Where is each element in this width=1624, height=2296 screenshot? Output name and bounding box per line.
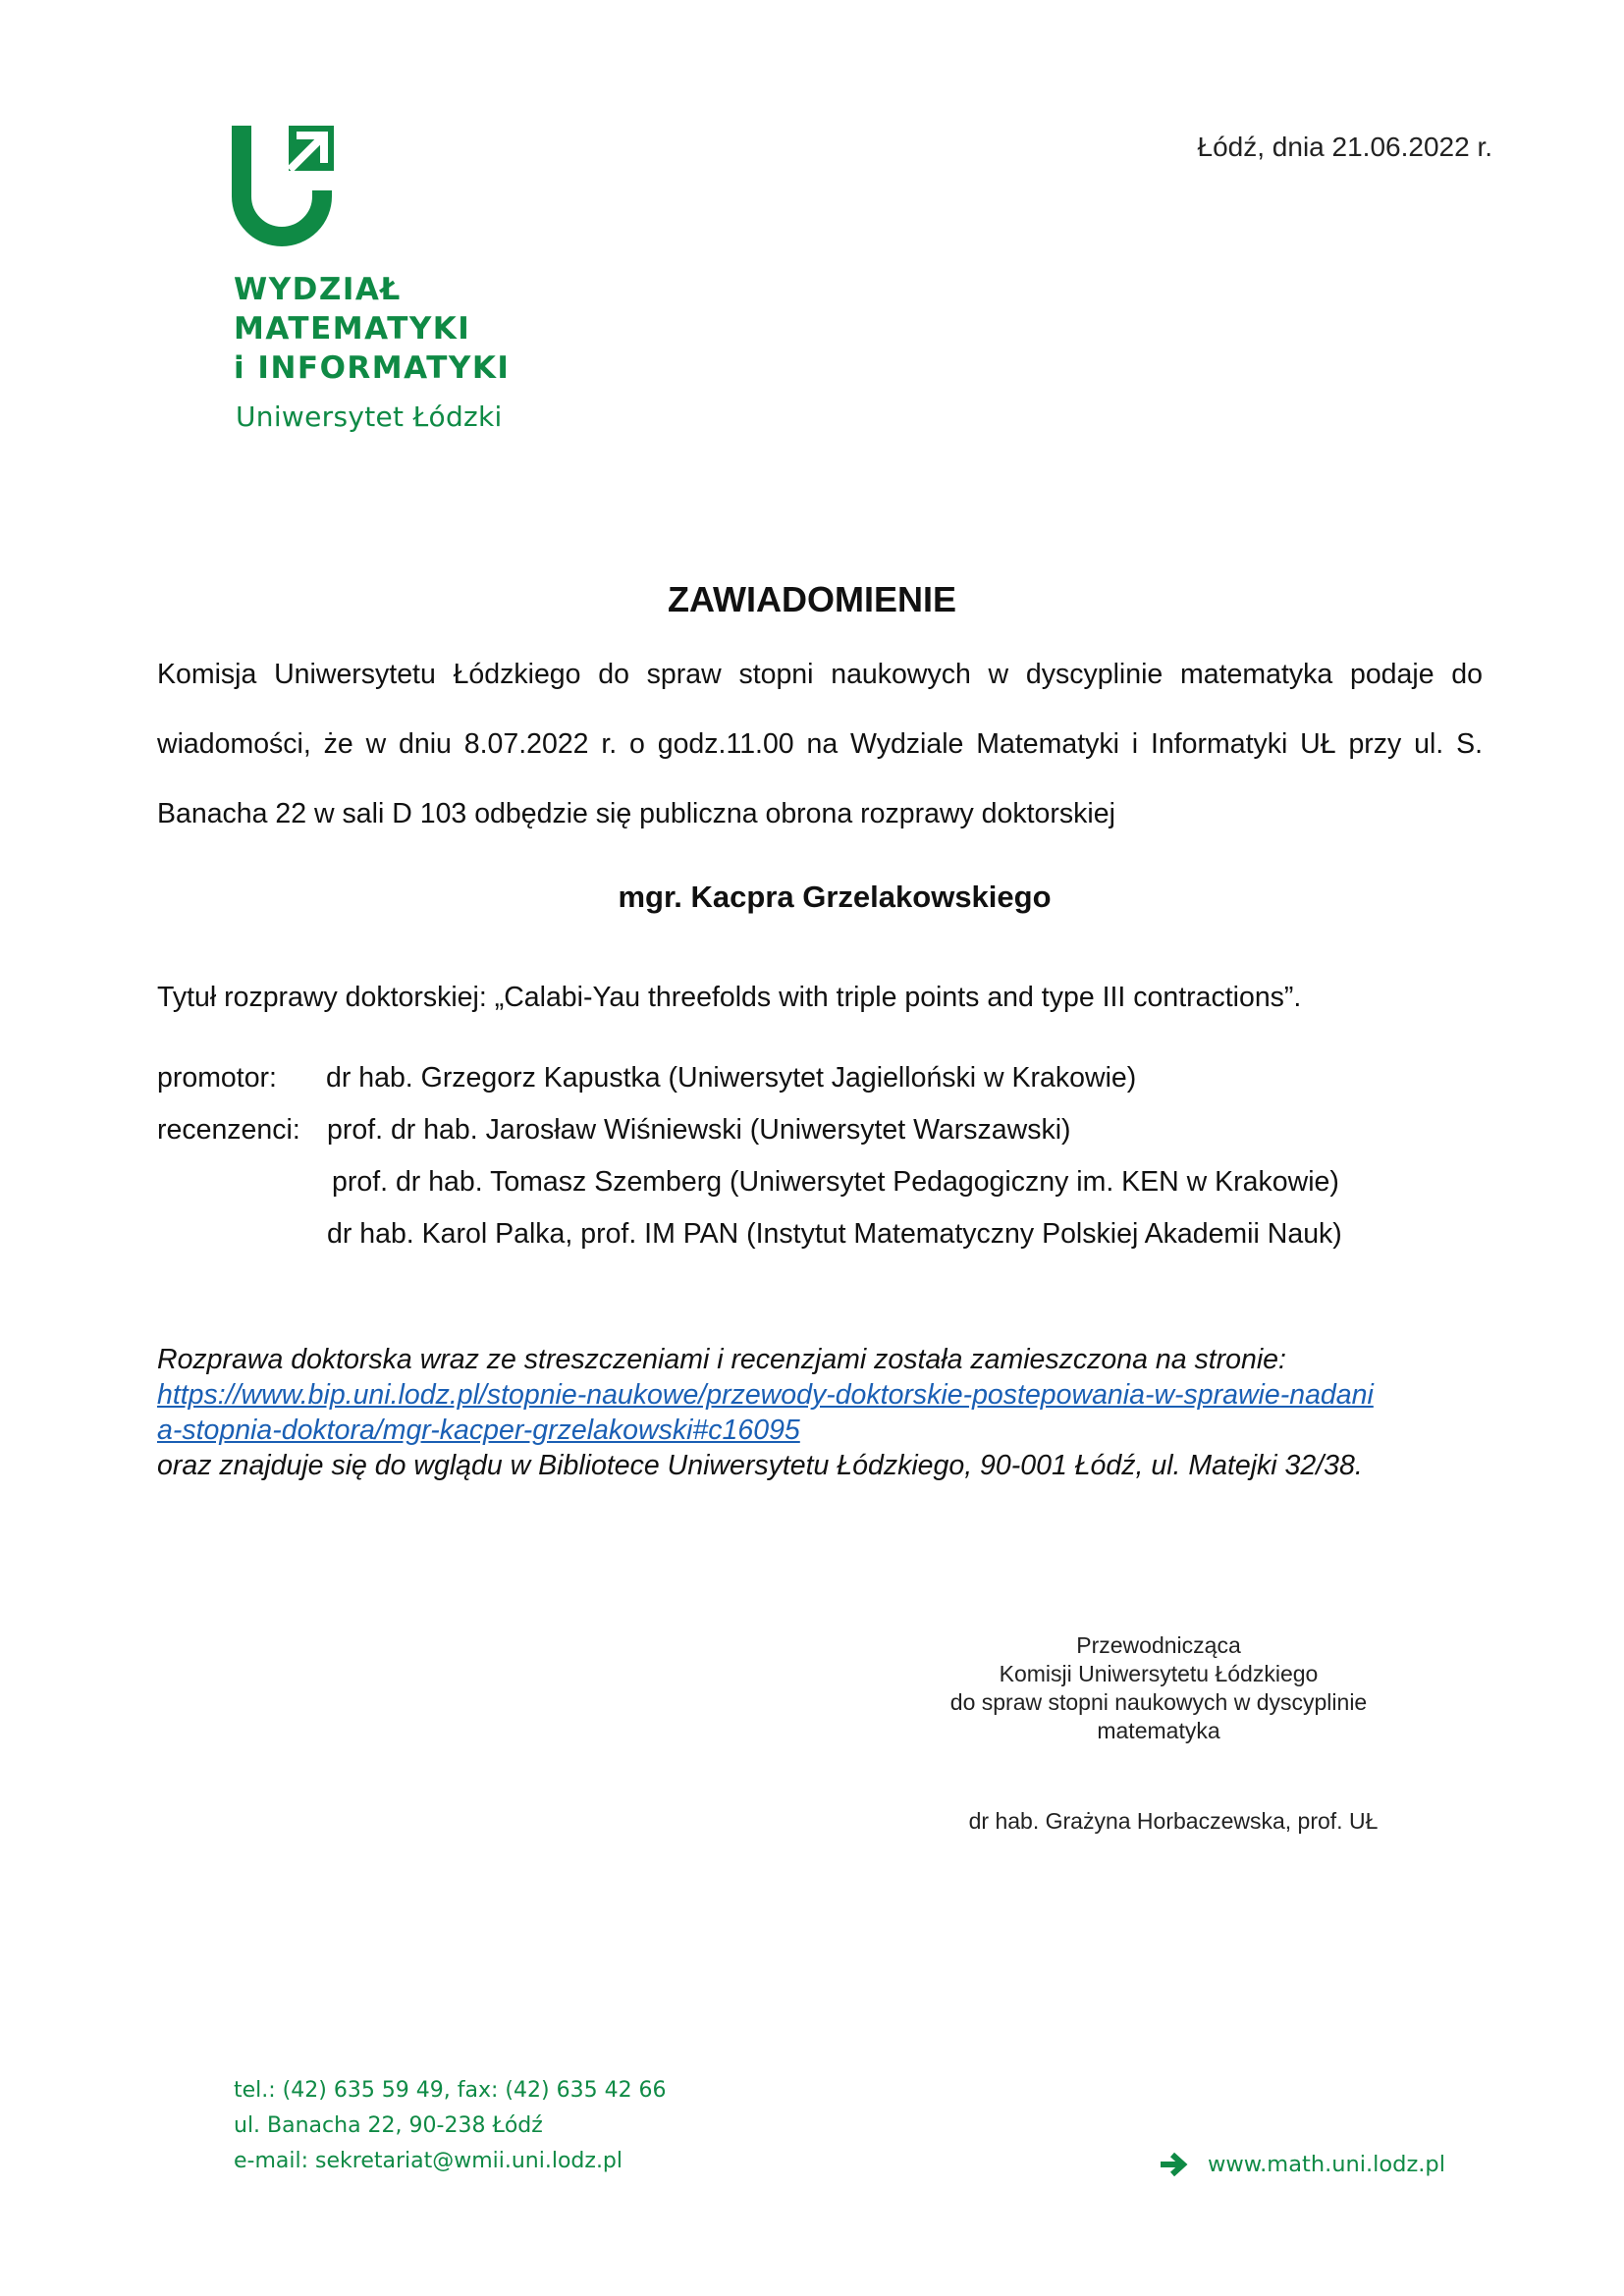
candidate-name: mgr. Kacpra Grzelakowskiego (618, 880, 1052, 914)
signature-role-line1: Przewodnicząca (1076, 1632, 1241, 1658)
website-url[interactable]: www.math.uni.lodz.pl (1208, 2152, 1445, 2177)
document-title: ZAWIADOMIENIE (668, 579, 956, 619)
thesis-link[interactable]: https://www.bip.uni.lodz.pl/stopnie-naukowe/przewody-doktorskie-postepowania-w-sprawie-nadania-stopnia-doktora/mgr-kacper-grzelakowski#c16095 (157, 1379, 1374, 1446)
footer-address: ul. Banacha 22, 90-238 Łódź (234, 2113, 543, 2138)
faculty-name (234, 270, 510, 388)
signature-role-line3: do spraw stopni naukowych w dyscyplinie (949, 1689, 1368, 1715)
footer-phone: tel.: (42) 635 59 49, fax: (42) 635 42 66 (234, 2078, 667, 2103)
promotor-name: dr hab. Grzegorz Kapustka (Uniwersytet Jagielloński w Krakowie) (326, 1062, 1137, 1094)
reviewers-label: recenzenci: (157, 1114, 300, 1146)
signature-role-line4: matematyka (1097, 1718, 1220, 1743)
faculty-logo-icon (232, 126, 334, 247)
thesis-title: Tytuł rozprawy doktorskiej: „Calabi-Yau threefolds with triple points and type III contractions”. (157, 982, 1302, 1013)
reviewer-name: prof. dr hab. Jarosław Wiśniewski (Uniwersytet Warszawski) (327, 1114, 1071, 1146)
availability-note (157, 1342, 1532, 1483)
promotor-row (157, 1062, 1136, 1095)
footer-email: e-mail: sekretariat@wmii.uni.lodz.pl (234, 2149, 623, 2173)
promotor-label: promotor: (157, 1062, 277, 1094)
reviewer-row (332, 1166, 1339, 1199)
reviewer-row (157, 1114, 1071, 1147)
arrow-right-icon (1159, 2152, 1188, 2177)
reviewer-row (327, 1218, 1342, 1251)
signature-role-line2: Komisji Uniwersytetu Łódzkiego (999, 1661, 1319, 1686)
footer-website[interactable] (1159, 2152, 1445, 2177)
signer-name: dr hab. Grażyna Horbaczewska, prof. UŁ (968, 1808, 1379, 1834)
faculty-name-line1: WYDZIAŁ (234, 272, 402, 307)
footer-contacts (234, 2073, 667, 2179)
reviewer-name: prof. dr hab. Tomasz Szemberg (Uniwersytet Pedagogiczny im. KEN w Krakowie) (332, 1166, 1339, 1198)
signature-block (913, 1631, 1404, 1745)
faculty-name-line3: i INFORMATYKI (234, 350, 511, 386)
university-name: Uniwersytet Łódzki (236, 400, 503, 433)
place-date: Łódź, dnia 21.06.2022 r. (1197, 132, 1492, 162)
reviewer-name: dr hab. Karol Palka, prof. IM PAN (Instytut Matematyczny Polskiej Akademii Nauk) (327, 1218, 1342, 1250)
faculty-name-line2: MATEMATYKI (234, 311, 471, 347)
availability-line2: oraz znajduje się do wglądu w Bibliotece Uniwersytetu Łódzkiego, 90-001 Łódź, ul. Matejki 32/38. (157, 1450, 1363, 1481)
intro-paragraph: Komisja Uniwersytetu Łódzkiego do spraw stopni naukowych w dyscyplinie matematyka podaje do wiadomości, że w dniu 8.07.2022 r. o godz.11.00 na Wydziale Matematyki i Informatyki UŁ przy ul. S. Banacha 22 w sali D 103 odbędzie się publiczna obrona rozprawy doktorskiej (157, 659, 1483, 829)
availability-line1: Rozprawa doktorska wraz ze streszczeniami i recenzjami została zamieszczona na stronie: (157, 1344, 1286, 1375)
